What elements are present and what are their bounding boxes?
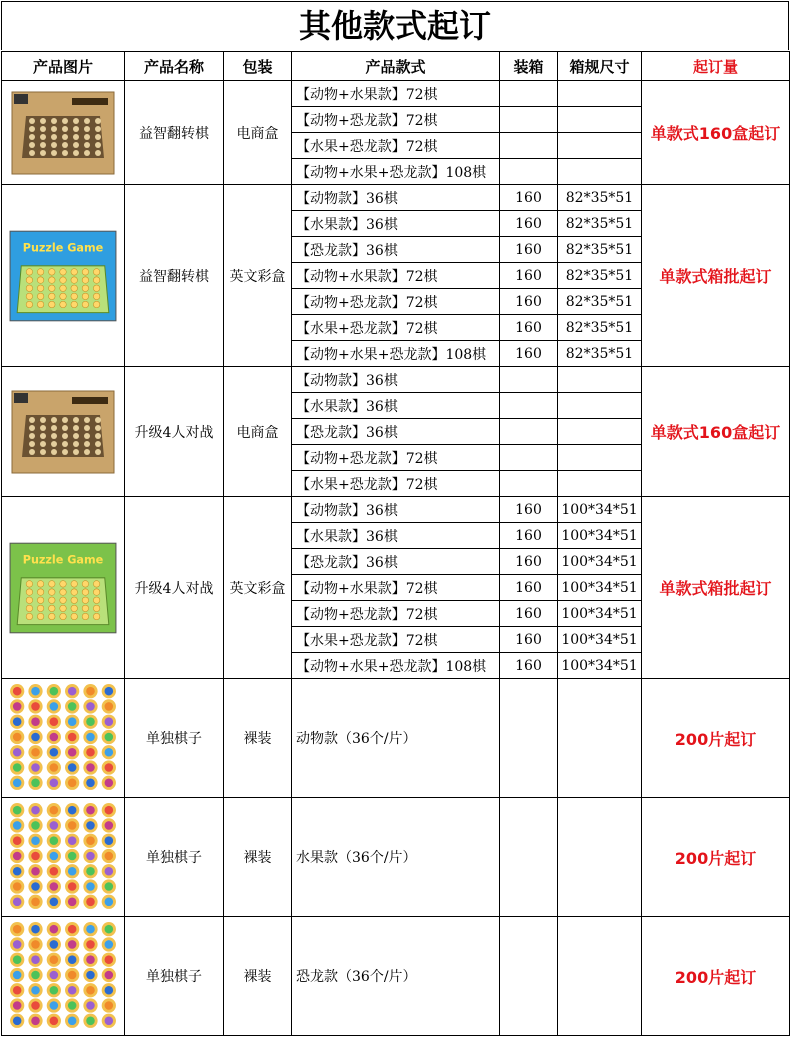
product-image-cell	[2, 367, 125, 497]
box-label-text: Puzzle Game	[22, 553, 104, 567]
page-title: 其他款式起订	[1, 1, 789, 50]
box-size-cell	[558, 445, 642, 471]
package-cell: 英文彩盒	[224, 185, 292, 367]
style-cell: 【水果+恐龙款】72棋	[292, 133, 500, 159]
product-name-cell: 单独棋子	[125, 679, 224, 798]
box-qty-cell	[500, 107, 558, 133]
package-cell: 电商盒	[224, 81, 292, 185]
min-order-cell: 200片起订	[642, 917, 790, 1036]
table-row	[2, 497, 790, 523]
style-cell: 【动物+恐龙款】72棋	[292, 107, 500, 133]
kraft-box-image	[7, 88, 119, 178]
header-box: 装箱	[500, 52, 558, 81]
style-cell: 【动物款】36棋	[292, 185, 500, 211]
style-cell: 【动物+水果款】72棋	[292, 81, 500, 107]
box-size-cell: 82*35*51	[558, 263, 642, 289]
box-qty-cell	[500, 81, 558, 107]
style-cell: 【动物款】36棋	[292, 367, 500, 393]
box-size-cell: 82*35*51	[558, 341, 642, 367]
box-qty-cell: 160	[500, 263, 558, 289]
box-qty-cell: 160	[500, 315, 558, 341]
box-qty-cell	[500, 471, 558, 497]
box-size-cell	[558, 81, 642, 107]
product-name-cell: 益智翻转棋	[125, 81, 224, 185]
box-qty-cell	[500, 679, 558, 798]
table-row	[2, 81, 790, 107]
header-image: 产品图片	[2, 52, 125, 81]
box-qty-cell: 160	[500, 523, 558, 549]
style-cell: 【动物+水果+恐龙款】108棋	[292, 653, 500, 679]
box-size-cell: 100*34*51	[558, 497, 642, 523]
box-qty-cell: 160	[500, 601, 558, 627]
table-row	[2, 367, 790, 393]
table-row	[2, 679, 790, 798]
color-box-image	[7, 528, 119, 648]
style-cell: 【动物+恐龙款】72棋	[292, 289, 500, 315]
box-size-cell: 82*35*51	[558, 185, 642, 211]
box-qty-cell: 160	[500, 341, 558, 367]
box-size-cell: 100*34*51	[558, 627, 642, 653]
box-qty-cell: 160	[500, 237, 558, 263]
box-label-text: Puzzle Game	[22, 241, 104, 255]
header-row	[2, 52, 790, 81]
box-qty-cell	[500, 133, 558, 159]
style-cell: 【动物款】36棋	[292, 497, 500, 523]
box-qty-cell: 160	[500, 497, 558, 523]
box-qty-cell	[500, 393, 558, 419]
box-size-cell: 100*34*51	[558, 549, 642, 575]
style-cell: 【水果+恐龙款】72棋	[292, 627, 500, 653]
product-image-cell	[2, 81, 125, 185]
table-row	[2, 917, 790, 1036]
style-cell: 【水果+恐龙款】72棋	[292, 315, 500, 341]
package-cell: 裸装	[224, 679, 292, 798]
box-qty-cell: 160	[500, 549, 558, 575]
box-size-cell	[558, 471, 642, 497]
min-order-cell: 单款式箱批起订	[642, 185, 790, 367]
box-size-cell	[558, 419, 642, 445]
min-order-cell: 200片起订	[642, 798, 790, 917]
box-size-cell: 82*35*51	[558, 289, 642, 315]
style-cell: 【动物+恐龙款】72棋	[292, 601, 500, 627]
min-order-cell: 单款式箱批起订	[642, 497, 790, 679]
box-qty-cell	[500, 159, 558, 185]
box-qty-cell: 160	[500, 289, 558, 315]
box-qty-cell	[500, 917, 558, 1036]
box-qty-cell	[500, 367, 558, 393]
style-cell: 【水果款】36棋	[292, 211, 500, 237]
style-cell: 【水果+恐龙款】72棋	[292, 471, 500, 497]
color-box-image	[7, 216, 119, 336]
style-cell: 【恐龙款】36棋	[292, 419, 500, 445]
pieces-sheet-image	[7, 920, 119, 1032]
box-qty-cell: 160	[500, 627, 558, 653]
box-qty-cell: 160	[500, 211, 558, 237]
product-name-cell: 单独棋子	[125, 798, 224, 917]
style-cell: 【水果款】36棋	[292, 393, 500, 419]
style-cell: 【动物+水果+恐龙款】108棋	[292, 341, 500, 367]
box-size-cell	[558, 107, 642, 133]
box-size-cell	[558, 367, 642, 393]
box-size-cell: 100*34*51	[558, 601, 642, 627]
product-name-cell: 升级4人对战	[125, 367, 224, 497]
header-pack: 包装	[224, 52, 292, 81]
box-qty-cell	[500, 419, 558, 445]
style-cell: 【恐龙款】36棋	[292, 549, 500, 575]
style-cell: 【水果款】36棋	[292, 523, 500, 549]
style-cell: 【动物+恐龙款】72棋	[292, 445, 500, 471]
style-cell: 【动物+水果款】72棋	[292, 575, 500, 601]
box-size-cell: 82*35*51	[558, 315, 642, 341]
style-cell: 水果款（36个/片）	[292, 798, 500, 917]
box-size-cell: 82*35*51	[558, 237, 642, 263]
box-qty-cell	[500, 798, 558, 917]
product-table	[1, 51, 790, 1036]
style-cell: 【动物+水果+恐龙款】108棋	[292, 159, 500, 185]
header-name: 产品名称	[125, 52, 224, 81]
style-cell: 恐龙款（36个/片）	[292, 917, 500, 1036]
min-order-cell: 单款式160盒起订	[642, 81, 790, 185]
product-name-cell: 益智翻转棋	[125, 185, 224, 367]
table-row	[2, 798, 790, 917]
pieces-sheet-image	[7, 801, 119, 913]
box-size-cell: 100*34*51	[558, 523, 642, 549]
header-size: 箱规尺寸	[558, 52, 642, 81]
product-image-cell	[2, 679, 125, 798]
box-size-cell	[558, 917, 642, 1036]
product-image-cell	[2, 798, 125, 917]
min-order-cell: 单款式160盒起订	[642, 367, 790, 497]
pieces-sheet-image	[7, 682, 119, 794]
product-image-cell	[2, 497, 125, 679]
box-size-cell: 100*34*51	[558, 653, 642, 679]
box-qty-cell: 160	[500, 653, 558, 679]
table-row	[2, 185, 790, 211]
box-size-cell: 100*34*51	[558, 575, 642, 601]
box-size-cell	[558, 798, 642, 917]
box-size-cell	[558, 133, 642, 159]
box-size-cell	[558, 679, 642, 798]
package-cell: 电商盒	[224, 367, 292, 497]
box-qty-cell	[500, 445, 558, 471]
box-qty-cell: 160	[500, 575, 558, 601]
style-cell: 动物款（36个/片）	[292, 679, 500, 798]
package-cell: 裸装	[224, 798, 292, 917]
style-cell: 【动物+水果款】72棋	[292, 263, 500, 289]
header-order: 起订量	[642, 52, 790, 81]
header-style: 产品款式	[292, 52, 500, 81]
package-cell: 英文彩盒	[224, 497, 292, 679]
box-size-cell	[558, 159, 642, 185]
product-name-cell: 升级4人对战	[125, 497, 224, 679]
kraft-box-image	[7, 387, 119, 477]
product-image-cell	[2, 917, 125, 1036]
table-body	[2, 81, 790, 1036]
product-image-cell	[2, 185, 125, 367]
box-size-cell: 82*35*51	[558, 211, 642, 237]
style-cell: 【恐龙款】36棋	[292, 237, 500, 263]
box-size-cell	[558, 393, 642, 419]
package-cell: 裸装	[224, 917, 292, 1036]
box-qty-cell: 160	[500, 185, 558, 211]
product-name-cell: 单独棋子	[125, 917, 224, 1036]
min-order-cell: 200片起订	[642, 679, 790, 798]
